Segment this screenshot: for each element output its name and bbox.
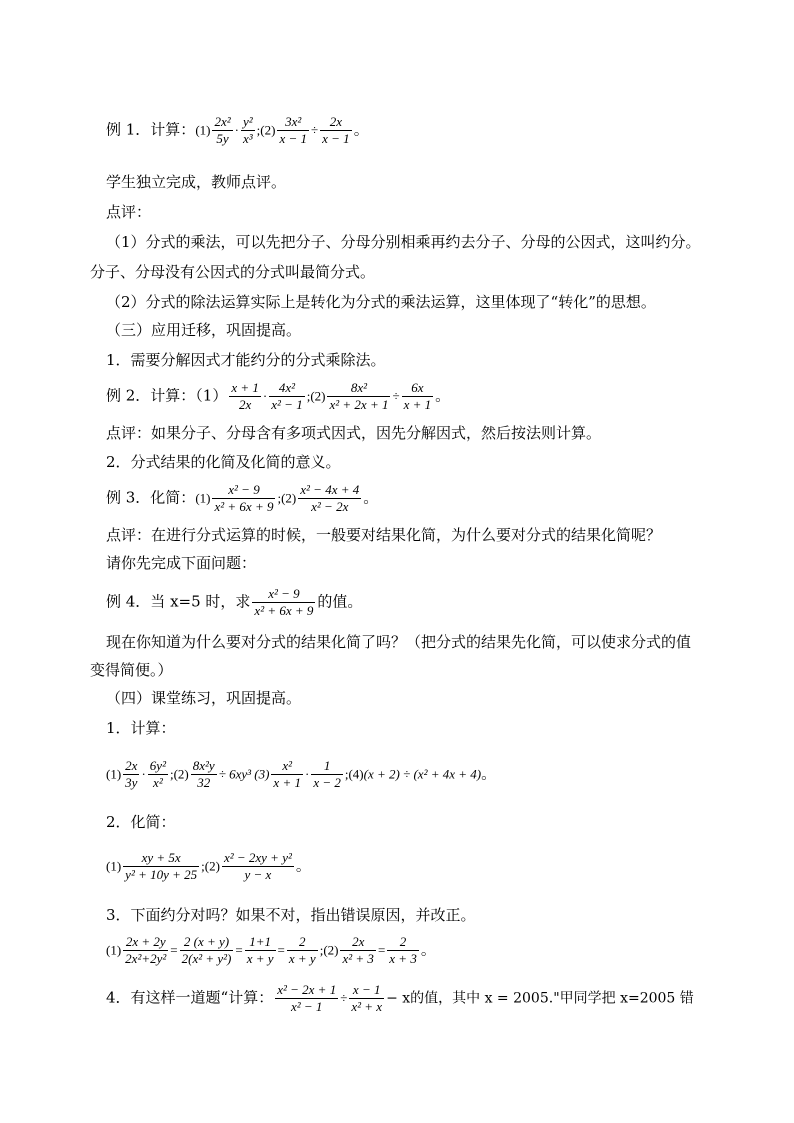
example-3: 例 3．化简：(1) $\frac{\text{x² − 9}}{\text{x² + 6x + 9}}$ ;(2) $\frac{\text{x² − 4x + 4}}{\text{x² − 2x}}$ 。 <box>106 482 379 514</box>
fraction: $\frac{2}{x + y}$ <box>288 934 316 966</box>
practice-1-problems: (1) $\frac{2x}{3y}$ · $\frac{\text{6y²}}{\text{x²}}$ ;(2) $\frac{\text{8x²y}}{32}$ ÷ 6xy³ (3) $\frac{\text{x²}}{x + 1}$ · $\frac{1}{x - 2}$ ;(4)(x + 2) ÷ (x² + 4x + 4)。 <box>106 758 497 790</box>
fraction: $\frac{\text{x² − 2x + 1}}{\text{x² − 1}}$ <box>277 982 337 1014</box>
fraction: $\frac{\text{8x²}}{\text{x² + 2x + 1}}$ <box>329 380 389 412</box>
fraction: $\frac{\text{8x²y}}{32}$ <box>192 758 215 790</box>
fraction: $\frac{\text{x² − 9}}{\text{x² + 6x + 9}}$ <box>214 482 274 514</box>
comment-1b: 分子、分母没有公因式的分式叫最简分式。 <box>90 263 376 281</box>
ex3-prompt: 请你先完成下面问题： <box>106 554 257 572</box>
fraction: $\frac{2x}{3y}$ <box>125 758 138 790</box>
practice-2-label: 2．化简： <box>106 813 176 831</box>
example-2-label: 例 2．计算：（1） <box>106 386 228 405</box>
fraction: $\frac{\text{2x²}}{5y}$ <box>214 114 231 146</box>
fraction: $\frac{\text{x² − 2xy + y²}}{y - x}$ <box>223 850 292 882</box>
fraction: $\frac{\text{y²}}{\text{x³}}$ <box>243 114 253 146</box>
example-1-label: 例 1．计算： <box>106 120 196 139</box>
example-3-label: 例 3．化简： <box>106 488 196 507</box>
fraction: $\frac{2x}{\text{x² + 3}}$ <box>342 934 374 966</box>
practice-1-label: 1．计算： <box>106 719 176 737</box>
practice-3-problems: (1) $\frac{2x + 2y}{\text{2x²+2y²}}$ = $\frac{2 (x + y)}{\text{2(x² + y²)}}$ = $\frac{1+1}{x + y}$ = $\frac{2}{x + y}$ ;(2) $\frac{2x}{\text{x² + 3}}$ = $\frac{2}{x + 3}$ 。 <box>106 934 436 966</box>
fraction: $\frac{\text{x²}}{x + 1}$ <box>273 758 301 790</box>
example-4: 例 4．当 x=5 时，求 $\frac{\text{x² − 9}}{\text{x² + 6x + 9}}$ 的值。 <box>106 586 363 618</box>
fraction: $\frac{x - 1}{\text{x² + x}}$ <box>351 982 383 1014</box>
item-1: 1．需要分解因式才能约分的分式乘除法。 <box>106 351 386 369</box>
fraction: $\frac{\text{x² − 4x + 4}}{\text{x² − 2x}}$ <box>300 482 360 514</box>
example-1: 例 1．计算：(1) $\frac{\text{2x²}}{5y}$ · $\frac{\text{y²}}{\text{x³}}$ ;(2) $\frac{\text{3x²}}{x - 1}$ ÷ $\frac{2x}{x - 1}$ 。 <box>106 114 369 146</box>
fraction: $\frac{xy + 5x}{\text{y² + 10y + 25}}$ <box>125 850 198 882</box>
fraction: $\frac{2 (x + y)}{\text{2(x² + y²)}}$ <box>181 934 232 966</box>
fraction: $\frac{2}{x + 3}$ <box>389 934 417 966</box>
fraction: $\frac{1+1}{x + y}$ <box>246 934 274 966</box>
fraction: $\frac{1}{x - 2}$ <box>313 758 341 790</box>
example-2: 例 2．计算：（1） $\frac{x + 1}{2x}$ · $\frac{\text{4x²}}{\text{x² − 1}}$ ;(2) $\frac{\text{8x²}}{\text{x² + 2x + 1}}$ ÷ $\frac{6x}{x + 1}$ 。 <box>106 380 451 412</box>
fraction: $\frac{6x}{x + 1}$ <box>403 380 432 412</box>
comment-label: 点评： <box>106 203 152 221</box>
fraction: $\frac{\text{x² − 9}}{\text{x² + 6x + 9}}$ <box>254 586 314 618</box>
comment-2: （2）分式的除法运算实际上是转化为分式的乘法运算，这里体现了“转化”的思想。 <box>106 293 656 311</box>
fraction: $\frac{2x + 2y}{\text{2x²+2y²}}$ <box>125 934 167 966</box>
ex4-question-2: 变得简便。） <box>90 661 173 679</box>
ex1-note: 学生独立完成，教师点评。 <box>106 173 287 191</box>
ex4-question-1: 现在你知道为什么要对分式的结果化简了吗？（把分式的结果先化简，可以使求分式的值 <box>106 633 692 651</box>
fraction: $\frac{x + 1}{2x}$ <box>231 380 259 412</box>
ex2-comment: 点评：如果分子、分母含有多项式因式，因先分解因式，然后按法则计算。 <box>106 424 602 442</box>
section-3-heading: （三）应用迁移，巩固提高。 <box>106 321 302 339</box>
fraction: $\frac{\text{3x²}}{x - 1}$ <box>279 114 307 146</box>
comment-1a: （1）分式的乘法，可以先把分子、分母分别相乘再约去分子、分母的公因式，这叫约分。 <box>106 233 701 251</box>
fraction: $\frac{\text{6y²}}{\text{x²}}$ <box>149 758 166 790</box>
item-2: 2．分式结果的化简及化简的意义。 <box>106 453 341 471</box>
practice-4: 4．有这样一道题“计算： $\frac{\text{x² − 2x + 1}}{\text{x² − 1}}$ ÷ $\frac{x - 1}{\text{x² + x}}$ − x的值，其中 x = 2005."甲同学把 x=2005 错 <box>106 982 694 1014</box>
practice-2-problems: (1) $\frac{xy + 5x}{\text{y² + 10y + 25}}$ ;(2) $\frac{\text{x² − 2xy + y²}}{y - x}$ 。 <box>106 850 311 882</box>
fraction: $\frac{\text{4x²}}{\text{x² − 1}}$ <box>271 380 303 412</box>
ex3-comment: 点评：在进行分式运算的时候，一般要对结果化简，为什么要对分式的结果化简呢？ <box>106 526 662 544</box>
practice-3-label: 3．下面约分对吗？如果不对，指出错误原因，并改正。 <box>106 906 476 924</box>
fraction: $\frac{2x}{x - 1}$ <box>322 114 350 146</box>
section-4-heading: （四）课堂练习，巩固提高。 <box>106 689 302 707</box>
